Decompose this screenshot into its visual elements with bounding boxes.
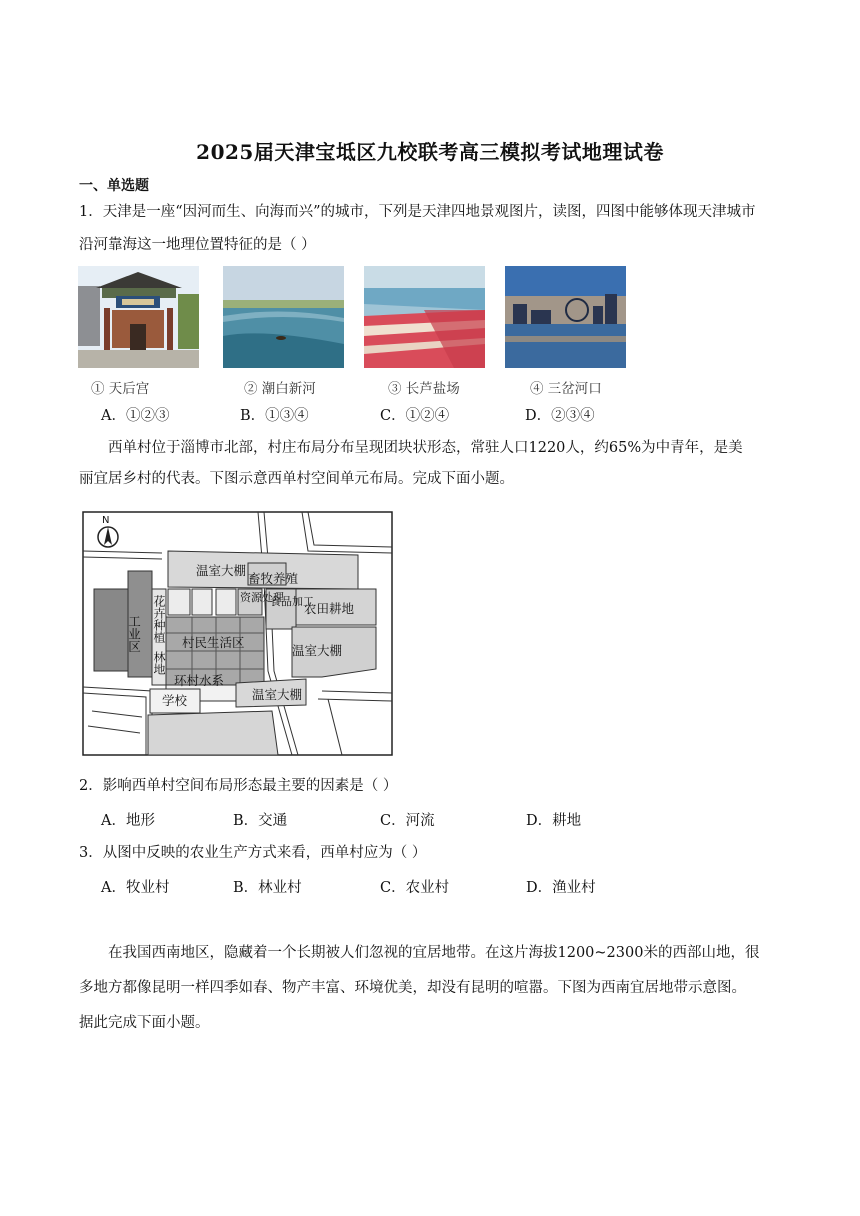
- map-label-greenhouse-bottom: 温室大棚: [252, 687, 303, 702]
- page-title: 2025届天津宝坻区九校联考高三模拟考试地理试卷: [196, 140, 664, 164]
- q1-option-a[interactable]: A．①②③: [101, 408, 170, 424]
- map-label-residential: 村民生活区: [182, 635, 245, 650]
- passage1-line1: 西单村位于淄博市北部，村庄布局分布呈现团块状形态，常驻人口1220人，约65%为中青年，是美: [108, 440, 743, 456]
- photo-caption-1: ① 天后宫: [91, 381, 150, 397]
- map-label-school: 学校: [162, 693, 188, 708]
- q3-option-c[interactable]: C．农业村: [380, 880, 450, 896]
- map-label-livestock: 畜牧养殖: [248, 571, 299, 586]
- photo-caption-4: ④ 三岔河口: [530, 381, 602, 397]
- q1-stem-line1: 1．天津是一座“因河而生、向海而兴”的城市，下列是天津四地景观图片，读图，四图中能够体现天津城市: [79, 204, 756, 220]
- q3-option-d[interactable]: D．渔业村: [526, 880, 596, 896]
- river-city-photo: [505, 266, 626, 368]
- q2-option-b[interactable]: B．交通: [233, 813, 288, 829]
- q3-option-b[interactable]: B．林业村: [233, 880, 302, 896]
- map-label-food: 食品加工: [270, 595, 314, 608]
- q2-option-a[interactable]: A．地形: [101, 813, 155, 829]
- q2-option-d[interactable]: D．耕地: [526, 813, 582, 829]
- passage2-line1: 在我国西南地区，隐藏着一个长期被人们忽视的宜居地带。在这片海拔1200~2300米的西部山地，很: [108, 945, 760, 961]
- q1-stem-line2: 沿河靠海这一地理位置特征的是（ ）: [79, 237, 316, 253]
- passage1-line2: 丽宜居乡村的代表。下图示意西单村空间单元布局。完成下面小题。: [79, 471, 514, 487]
- salt-field-photo: [364, 266, 485, 368]
- photo-caption-3: ③ 长芦盐场: [388, 381, 460, 397]
- q2-stem: 2．影响西单村空间布局形态最主要的因素是（ ）: [79, 778, 398, 794]
- q1-option-b[interactable]: B．①③④: [240, 408, 309, 424]
- map-label-farmland: 农田耕地: [304, 601, 355, 616]
- q2-option-c[interactable]: C．河流: [380, 813, 435, 829]
- river-photo: [223, 266, 344, 368]
- map-label-forest: 林地: [152, 651, 166, 675]
- q1-option-d[interactable]: D．②③④: [525, 408, 595, 424]
- map-label-greenhouse-right: 温室大棚: [292, 643, 343, 658]
- q1-option-c[interactable]: C．①②④: [380, 408, 450, 424]
- map-label-water: 环村水系: [174, 673, 225, 688]
- temple-gate-photo: [78, 266, 199, 368]
- village-layout-map: [82, 511, 394, 761]
- north-label: N: [102, 515, 110, 526]
- map-label-flower: 花卉种植: [152, 595, 166, 643]
- passage2-line3: 据此完成下面小题。: [79, 1015, 210, 1031]
- photo-caption-2: ② 潮白新河: [244, 381, 316, 397]
- map-label-greenhouse-top: 温室大棚: [196, 563, 247, 578]
- passage2-line2: 多地方都像昆明一样四季如春、物产丰富、环境优美，却没有昆明的喧嚣。下图为西南宜居地带示意图。: [79, 980, 746, 996]
- section-heading: 一、单选题: [79, 178, 149, 194]
- q3-stem: 3．从图中反映的农业生产方式来看，西单村应为（ ）: [79, 845, 427, 861]
- map-label-resource: 资源处理: [240, 591, 284, 604]
- map-label-industry: 工业区: [126, 615, 142, 653]
- q3-option-a[interactable]: A．牧业村: [101, 880, 170, 896]
